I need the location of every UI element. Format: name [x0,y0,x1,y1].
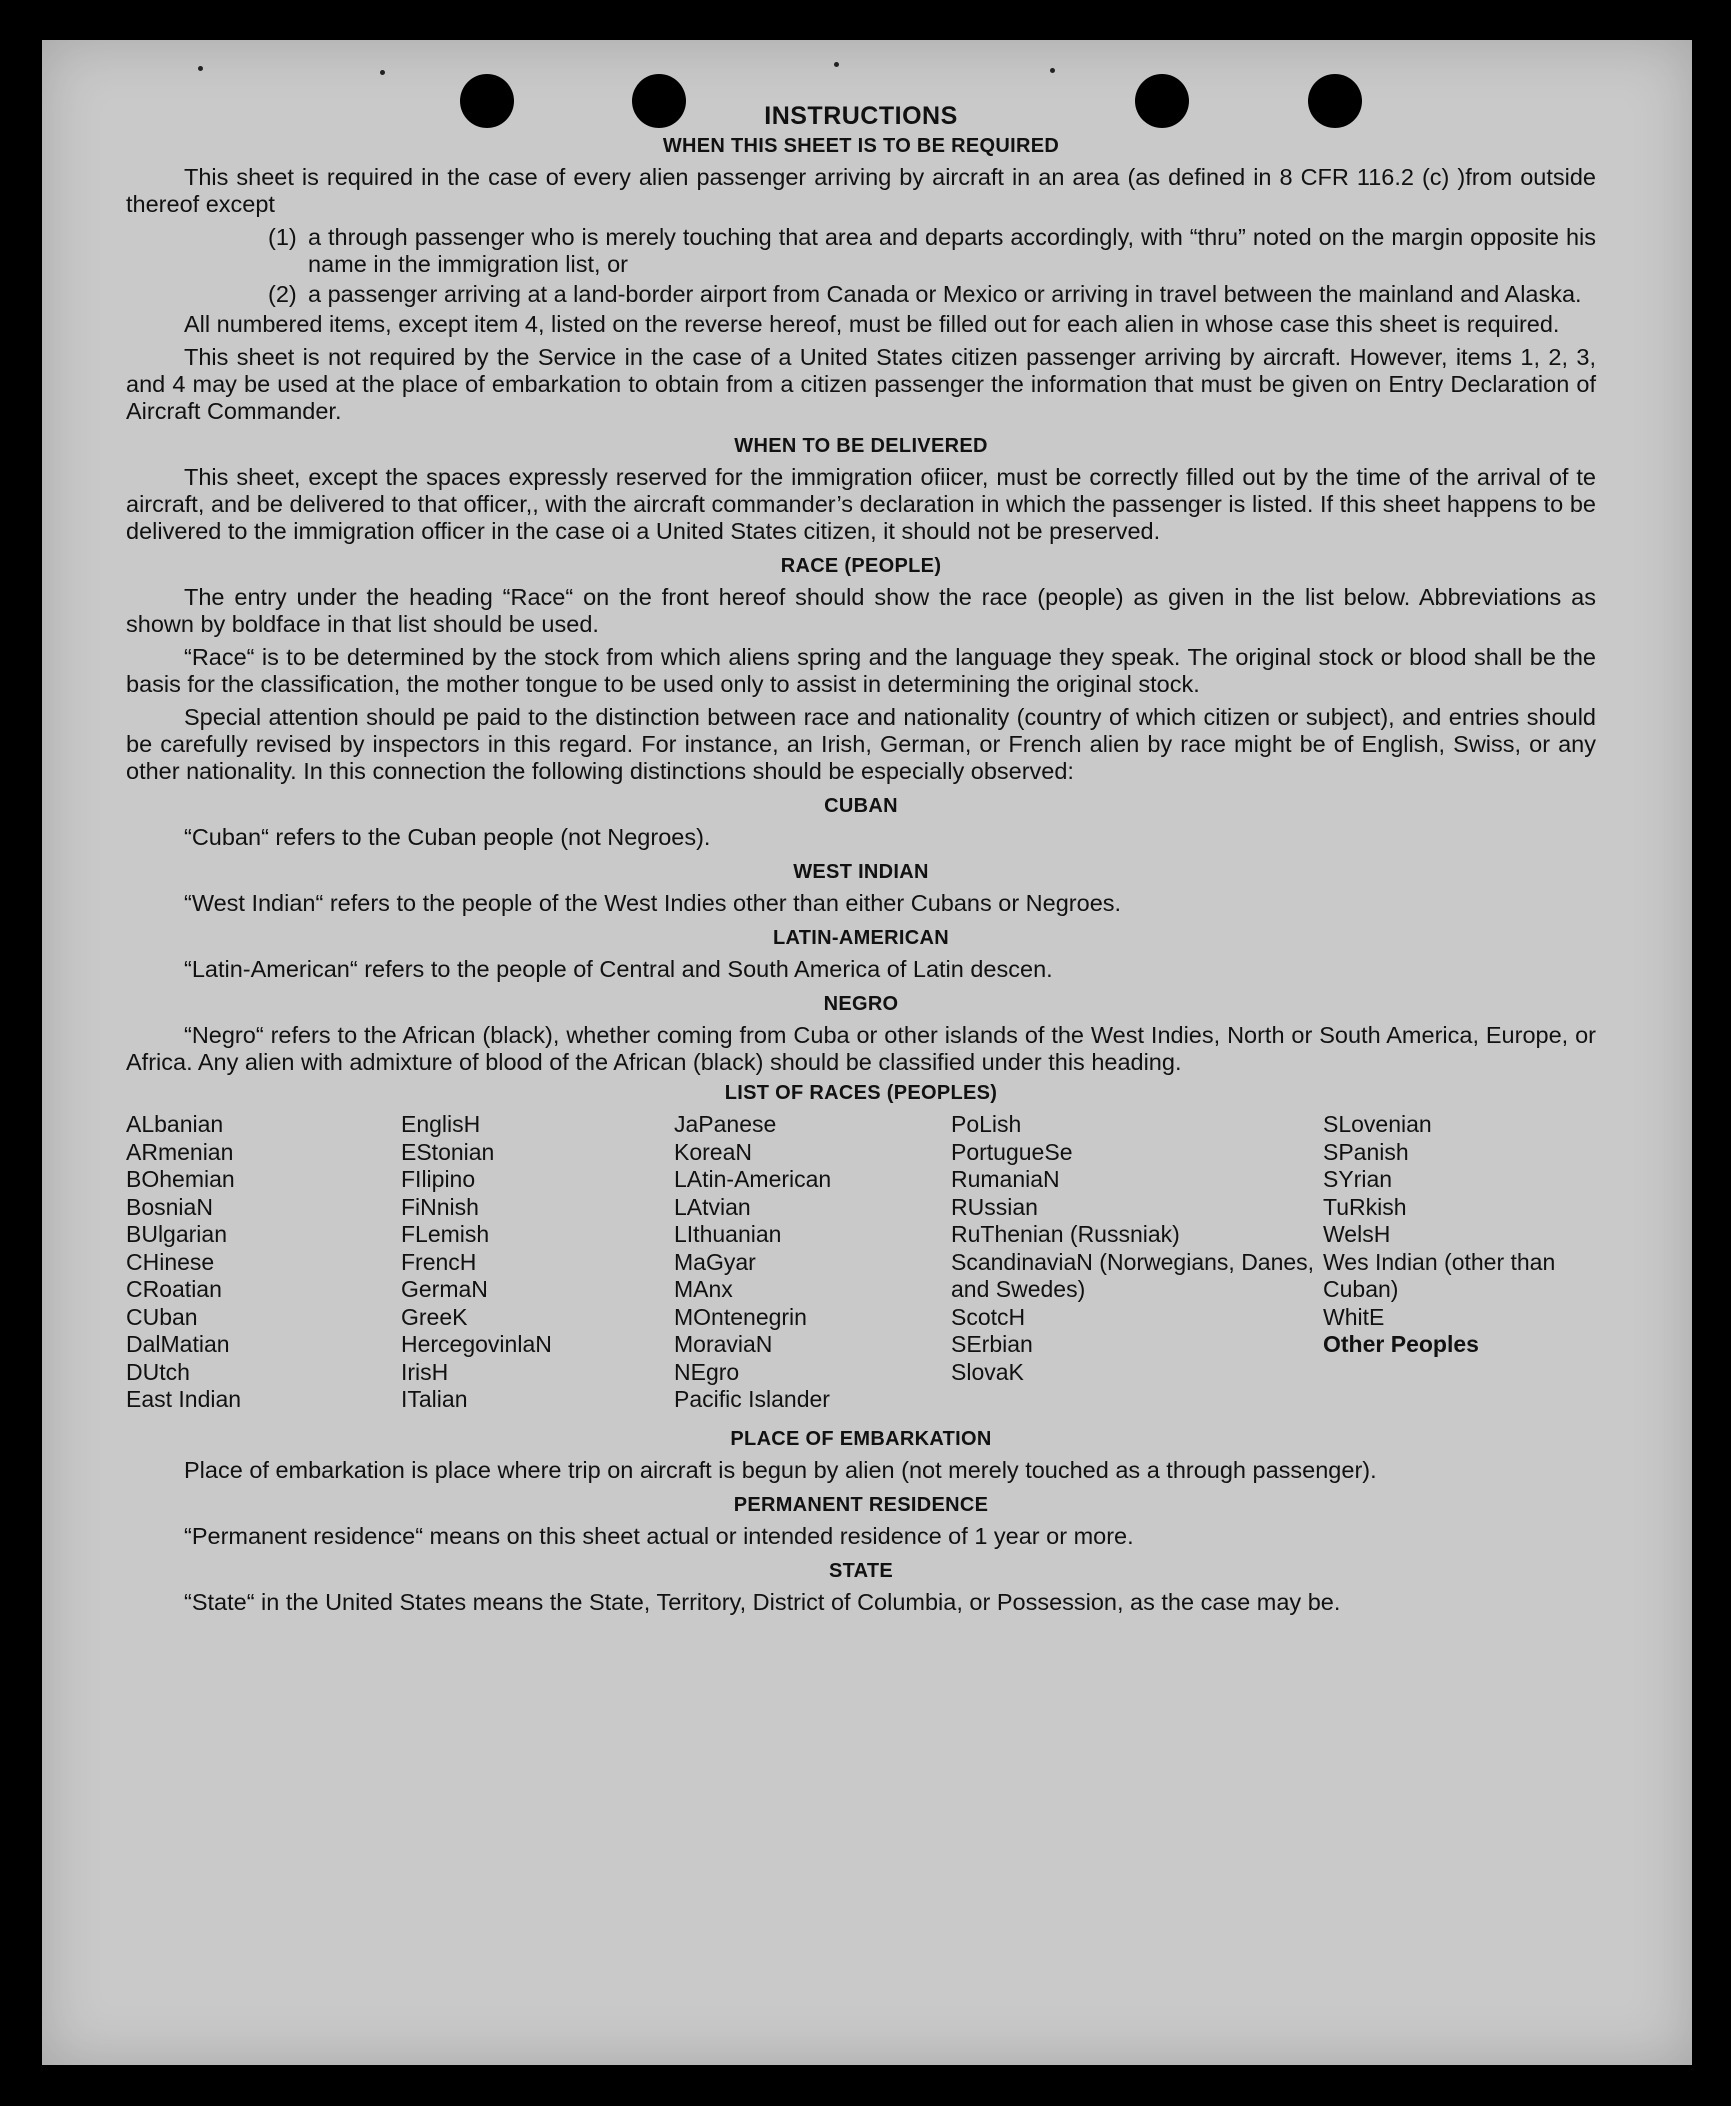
paragraph: “Permanent residence“ means on this sheet actual or intended residence of 1 year or more. [184,1522,1134,1549]
race-entry: ScotcH [951,1303,1026,1330]
heading-residence: PERMANENT RESIDENCE [733,1493,989,1516]
race-entry: BUlgarian [126,1221,227,1247]
speck [1050,68,1055,73]
race-entry: FiNnish [401,1193,479,1220]
heading-race: RACE (PEOPLE) [780,555,942,577]
race-entry: JaPanese [674,1111,777,1137]
race-entry: DalMatian [126,1331,230,1357]
heading-list-of-races: LIST OF RACES (PEOPLES) [724,1082,998,1104]
race-column [951,1111,1323,1414]
race-column [126,1111,401,1414]
heading-state: STATE [828,1559,894,1582]
race-entry: BosniaN [126,1193,213,1220]
race-entry: WelsH [1323,1221,1391,1247]
race-entry: CHinese [126,1248,215,1275]
speck [834,62,839,67]
race-column [674,1111,951,1414]
race-entry: RuThenian (Russniak) [951,1221,1180,1247]
race-entry: EnglisH [401,1111,481,1137]
race-entry: East Indian [126,1386,242,1412]
race-entry: IrisH [401,1358,449,1385]
race-column [401,1111,674,1414]
race-entry: CRoatian [126,1276,222,1302]
race-entry: PortugueSe [951,1138,1073,1165]
item-text: a through passenger who is merely touching that area and departs accordingly, with “thru” noted on the margin opposite his name in the immigration list, or [308,224,1596,277]
paragraph: “Cuban“ refers to the Cuban people (not Negroes). [184,824,711,850]
item-number: (2) [268,281,297,307]
races-table [126,1111,1596,1414]
heading-latin-american: LATIN-AMERICAN [772,927,950,949]
speck [198,66,203,71]
race-entry: LAtin-American [674,1166,832,1192]
heading-when-required: WHEN THIS SHEET IS TO BE REQUIRED [662,135,1060,157]
race-entry: SYrian [1323,1166,1393,1192]
race-entry: Wes Indian (other than Cuban) [1323,1248,1556,1302]
race-entry: LAtvian [674,1193,751,1220]
race-entry: GermaN [401,1276,488,1302]
race-entry: PoLish [951,1111,1022,1137]
race-entry: RUssian [951,1193,1038,1220]
paragraph: This sheet is required in the case of every alien passenger arriving by aircraft in an area (as defined in 8 CFR 116.2 (c) )from outside thereof except [126,164,1596,217]
race-entry: TuRkish [1323,1193,1407,1220]
race-entry: SPanish [1323,1138,1409,1165]
race-entry: GreeK [401,1303,468,1330]
race-entry: FIlipino [401,1166,476,1192]
race-entry: Pacific Islander [674,1386,830,1412]
heading-negro: NEGRO [823,993,899,1015]
race-entry: HercegovinlaN [401,1331,552,1357]
race-entry: DUtch [126,1358,190,1385]
race-entry: WhitE [1323,1303,1385,1330]
race-entry: ARmenian [126,1138,234,1165]
list-item [126,224,1596,278]
race-entry: KoreaN [674,1138,752,1165]
race-entry: RumaniaN [951,1166,1060,1192]
heading-embarkation: PLACE OF EMBARKATION [730,1427,992,1450]
document-page [42,40,1692,2065]
race-entry: Other Peoples [1323,1331,1479,1357]
paragraph: “Latin-American“ refers to the people of Central and South America of Latin descen. [184,956,1053,982]
race-entry: MaGyar [674,1248,756,1275]
speck [380,70,385,75]
race-entry: ScandinaviaN (Norwegians, Danes, and Swedes) [951,1248,1315,1302]
race-entry: ITalian [401,1386,468,1412]
race-entry: ALbanian [126,1111,224,1137]
race-entry: FrencH [401,1248,477,1275]
paragraph: “Race“ is to be determined by the stock from which aliens spring and the language they speak. The original stock or blood shall be the basis for the classification, the mother tongue to be used only to assist in determining the original stock. [126,644,1596,697]
paragraph: This sheet, except the spaces expressly reserved for the immigration ofiicer, must be correctly filled out by the time of the arrival of te aircraft, and be delivered to that officer,, with the aircraft commander’s declaration in which the passenger is listed. If this sheet happens to be delivered to the immigration officer in the case oi a United States citizen, it should not be preserved. [126,464,1596,544]
heading-west-indian: WEST INDIAN [793,861,929,883]
paragraph: This sheet is not required by the Service in the case of a United States citizen passenger arriving by aircraft. However, items 1, 2, 3, and 4 may be used at the place of embarkation to obtain from a citizen passenger the information that must be given on Entry Declaration of Aircraft Commander. [126,344,1596,424]
paragraph: Place of embarkation is place where trip on aircraft is begun by alien (not merely touched as a through passenger). [184,1456,1377,1483]
race-entry: MOntenegrin [674,1303,807,1330]
heading-cuban: CUBAN [824,795,898,817]
paragraph: All numbered items, except item 4, listed on the reverse hereof, must be filled out for each alien in whose case this sheet is required. [184,311,1560,337]
race-entry: BOhemian [126,1166,235,1192]
race-entry: EStonian [401,1138,495,1165]
page-title: INSTRUCTIONS [764,102,958,130]
paragraph: “Negro“ refers to the African (black), whether coming from Cuba or other islands of the West Indies, North or South America, Europe, or Africa. Any alien with admixture of blood of the African (black) should be classified under this heading. [126,1022,1596,1075]
heading-when-delivered: WHEN TO BE DELIVERED [734,435,988,457]
paragraph: “West Indian“ refers to the people of the West Indies other than either Cubans or Negroes. [184,890,1122,916]
item-text: a passenger arriving at a land-border airport from Canada or Mexico or arriving in travel between the mainland and Alaska. [308,281,1582,307]
race-entry: MAnx [674,1276,733,1302]
race-entry: FLemish [401,1221,490,1247]
race-entry: LIthuanian [674,1221,782,1247]
race-column [1323,1111,1596,1414]
paragraph: “State“ in the United States means the State, Territory, District of Columbia, or Possession, as the case may be. [184,1588,1341,1615]
race-entry: NEgro [674,1358,740,1385]
paragraph: The entry under the heading “Race“ on the front hereof should show the race (people) as given in the list below. Abbreviations as shown by boldface in that list should be used. [126,584,1596,637]
item-number: (1) [268,224,297,250]
race-entry: SLovenian [1323,1111,1432,1137]
race-entry: SErbian [951,1331,1033,1357]
race-entry: CUban [126,1303,198,1330]
race-entry: MoraviaN [674,1331,773,1357]
list-item [126,281,1596,308]
race-entry: SlovaK [951,1358,1024,1385]
paragraph: Special attention should pe paid to the distinction between race and nationality (country of which citizen or subject), and entries should be carefully revised by inspectors in this regard. For instance, an Irish, German, or French alien by race might be of English, Swiss, or any other nationality. In this connection the following distinctions should be especially observed: [126,704,1596,784]
instructions-content [126,102,1596,1622]
